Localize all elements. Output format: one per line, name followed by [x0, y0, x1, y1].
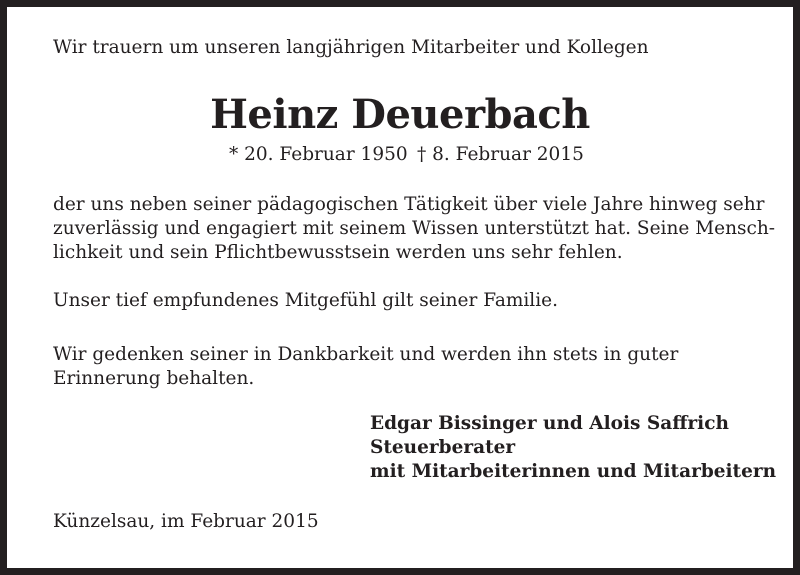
- obituary-notice: [7, 7, 793, 568]
- death-date: † 8. Februar 2015: [417, 144, 584, 165]
- signature-line: Steuerberater: [370, 437, 516, 458]
- intro-text: Wir trauern um unseren langjährigen Mitarbeiter und Kollegen: [53, 37, 649, 58]
- paragraph-line: Erinnerung behalten.: [53, 368, 255, 389]
- signature-line: Edgar Bissinger und Alois Saffrich: [370, 413, 729, 434]
- paragraph-line: lichkeit und sein Pflichtbewusstsein werden uns sehr fehlen.: [53, 242, 623, 263]
- paragraph-line: der uns neben seiner pädagogischen Tätigkeit über viele Jahre hinweg sehr: [53, 194, 765, 215]
- paragraph-line: zuverlässig und engagiert mit seinem Wissen unterstützt hat. Seine Mensch-: [53, 218, 776, 239]
- place-date: Künzelsau, im Februar 2015: [53, 511, 319, 532]
- signature-line: mit Mitarbeiterinnen und Mitarbeitern: [370, 461, 777, 482]
- deceased-name: Heinz Deuerbach: [210, 91, 590, 138]
- paragraph-line: Wir gedenken seiner in Dankbarkeit und werden ihn stets in guter: [53, 344, 679, 365]
- condolence-text: Unser tief empfundenes Mitgefühl gilt seiner Familie.: [53, 290, 558, 311]
- birth-date: * 20. Februar 1950: [229, 144, 408, 165]
